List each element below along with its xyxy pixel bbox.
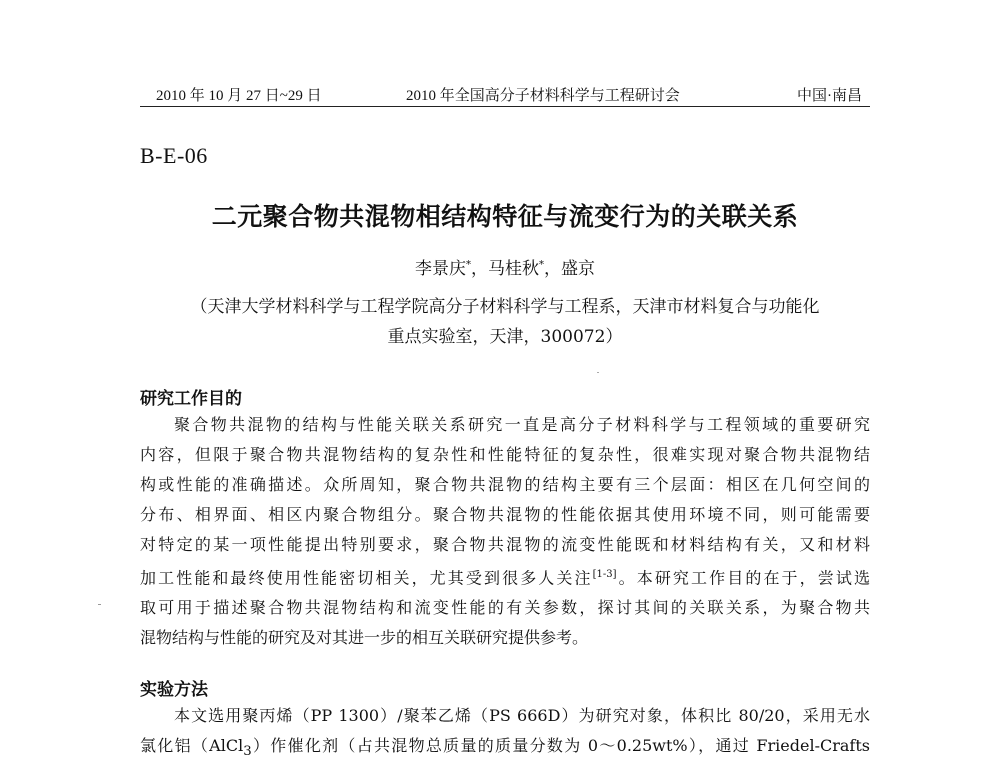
paragraph-method <box>140 701 870 767</box>
header-date: 2010 年 10 月 27 日~29 日 <box>156 88 322 104</box>
section-heading-method: 实验方法 <box>140 680 208 700</box>
text-line: 取可用于描述聚合物共混物结构和流变性能的有关参数，探讨其间的关联关系，为聚合物共 <box>140 598 870 618</box>
chemical-subscript: 3 <box>243 744 252 760</box>
text-line: 混物结构与性能的研究及对其进一步的相互关联研究提供参考。 <box>140 628 589 648</box>
author-name: 马桂秋 <box>488 259 539 279</box>
author-separator: ， <box>471 259 488 279</box>
paper-code: B-E-06 <box>140 143 208 168</box>
corresponding-mark: * <box>539 259 544 271</box>
author-name: 盛京 <box>561 259 595 279</box>
author-separator: ， <box>544 259 561 279</box>
text-line-with-citation <box>140 560 870 593</box>
text-line: 构或性能的准确描述。众所周知，聚合物共混物的结构主要有三个层面：相区在几何空间的 <box>140 475 870 494</box>
corresponding-mark: * <box>466 259 471 271</box>
affiliation <box>140 292 870 352</box>
section-heading-purpose: 研究工作目的 <box>140 389 242 409</box>
affiliation-line: 重点实验室，天津，300072） <box>387 327 623 347</box>
running-header <box>140 84 870 107</box>
text-segment: 氯化铝（AlCl <box>140 736 244 755</box>
text-segment: 。本研究工作目的在于，尝试选 <box>616 568 870 588</box>
text-line-with-subscript <box>140 731 870 767</box>
paragraph-purpose <box>140 410 870 653</box>
text-line: 对特定的某一项性能提出特别要求，聚合物共混物的流变性能既和材料结构有关，又和材料 <box>140 535 870 554</box>
scan-speck <box>597 372 599 373</box>
paper-title: 二元聚合物共混物相结构特征与流变行为的关联关系 <box>211 202 799 231</box>
text-segment: ）作催化剂（占共混物总质量的质量分数为 0～0.25wt%），通过 Friedel-Crafts <box>251 736 870 755</box>
text-line: 分布、相界面、相区内聚合物组分。聚合物共混物的性能依据其使用环境不同，则可能需要 <box>140 505 870 524</box>
text-line: 内容，但限于聚合物共混物结构的复杂性和性能特征的复杂性，很难实现对聚合物共混物结 <box>140 445 870 464</box>
header-location: 中国·南昌 <box>797 88 862 104</box>
header-conference: 2010 年全国高分子材料科学与工程研讨会 <box>406 88 680 104</box>
author-list <box>140 254 870 279</box>
text-segment: 加工性能和最终使用性能密切相关，尤其受到很多人关注 <box>140 568 593 588</box>
author-name: 李景庆 <box>415 259 466 279</box>
margin-mark <box>98 604 101 605</box>
text-line: 聚合物共混物的结构与性能关联关系研究一直是高分子材料科学与工程领域的重要研究 <box>174 415 870 434</box>
text-line: 本文选用聚丙烯（PP 1300）/聚苯乙烯（PS 666D）为研究对象，体积比 80/20，采用无水 <box>174 706 870 725</box>
citation-marker: [1-3] <box>592 569 617 580</box>
affiliation-line: （天津大学材料科学与工程学院高分子材料科学与工程系，天津市材料复合与功能化 <box>190 297 820 317</box>
